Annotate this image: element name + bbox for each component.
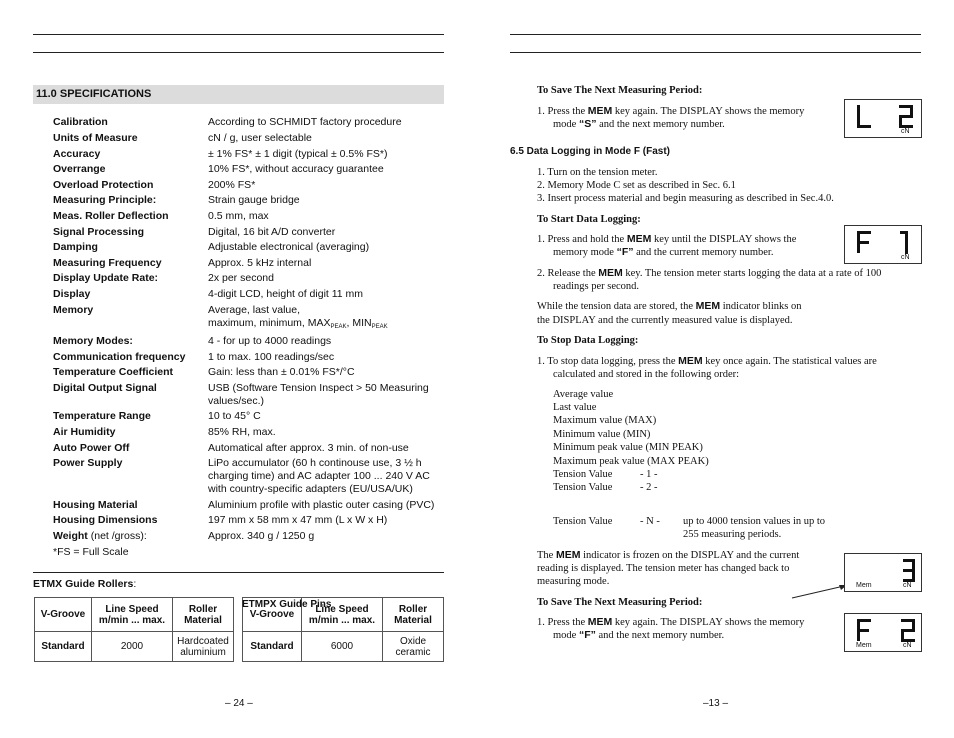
text: key again. The DISPLAY shows the memory <box>612 106 805 117</box>
spec-label-text: Air Humidity <box>53 426 116 438</box>
spec-label <box>53 366 203 379</box>
spec-value-line: 197 mm x 58 mm x 47 mm (L x W x H) <box>208 514 388 526</box>
spec-value-line: Adjustable electronical (averaging) <box>208 241 370 253</box>
lcd-segment <box>857 125 871 128</box>
specs-divider <box>33 572 444 573</box>
tension-value-n-index: - N - <box>640 516 660 527</box>
spec-value-line: 10 to 45° C <box>208 410 261 422</box>
step-65-1: 1. Turn on the tension meter. <box>537 167 658 178</box>
spec-label <box>53 257 203 270</box>
tension-value-label: Tension Value <box>553 482 613 493</box>
spec-label-text: Overload Protection <box>53 179 154 191</box>
spec-value-line: 200% FS* <box>208 179 256 191</box>
spec-value <box>208 366 448 379</box>
spec-value-line: with country-specific adapters (EU/USA/UK) <box>208 483 413 495</box>
spec-label-text: Overrange <box>53 163 106 175</box>
save-next-title-2: To Save The Next Measuring Period: <box>537 597 703 608</box>
tension-value-n-desc: up to 4000 tension values in up to <box>683 516 826 527</box>
section-title: 11.0 SPECIFICATIONS <box>36 88 152 100</box>
lcd-display-f1 <box>844 225 922 264</box>
spec-label <box>53 210 203 223</box>
header-rule-top-right <box>510 34 921 35</box>
lcd-segment <box>857 629 869 632</box>
lcd-segment <box>905 231 908 254</box>
spec-label-text: Weight <box>53 530 88 542</box>
spec-label <box>53 351 203 364</box>
spec-value <box>208 257 448 270</box>
etmpx-header-material: Roller Material <box>383 598 444 632</box>
start-step-2 <box>537 267 917 293</box>
tension-value-label: Tension Value <box>553 469 613 480</box>
text: 1. Press and hold the <box>537 234 627 245</box>
tension-value-n-desc: 255 measuring periods. <box>683 529 782 540</box>
values-list-item: Minimum peak value (MIN PEAK) <box>553 442 703 453</box>
header-rule-top-left <box>33 34 444 35</box>
spec-value-line: Aluminium profile with plastic outer casing (PVC) <box>208 499 435 511</box>
spec-value <box>208 132 448 145</box>
tension-value-index: - 2 - <box>640 482 658 493</box>
text: calculated and stored in the following order: <box>553 369 740 380</box>
spec-label-text: Temperature Coefficient <box>53 366 173 378</box>
spec-label <box>53 499 203 512</box>
stop-step-1 <box>537 355 917 381</box>
mode-s: “S” <box>578 118 597 130</box>
spec-value <box>208 288 448 301</box>
save-next-item-1 <box>537 105 837 131</box>
etmpx-cell-linespeed: 6000 <box>302 632 383 662</box>
spec-label <box>53 514 203 527</box>
spec-value-line: Strain gauge bridge <box>208 194 300 206</box>
spec-label-text: Signal Processing <box>53 226 145 238</box>
etmpx-header-vgroove: V-Groove <box>243 598 302 632</box>
spec-value <box>208 179 448 192</box>
spec-label <box>53 457 203 470</box>
spec-label <box>53 163 203 176</box>
spec-value-line: USB (Software Tension Inspect > 50 Measuring <box>208 382 429 394</box>
subscript: PEAK <box>371 324 388 330</box>
arrow-icon <box>790 581 850 601</box>
spec-label <box>53 226 203 239</box>
spec-value-line: 2x per second <box>208 272 274 284</box>
spec-value-line: 10% FS*, without accuracy guarantee <box>208 163 384 175</box>
text: mode <box>553 630 579 641</box>
etmx-title-colon: : <box>133 578 137 590</box>
text: measuring mode. <box>537 576 610 587</box>
etmpx-title: ETMPX Guide Pins <box>242 599 332 610</box>
section-65-title: 6.5 Data Logging in Mode F (Fast) <box>510 146 670 157</box>
lcd-display-l2 <box>844 99 922 138</box>
subscript: PEAK <box>330 324 347 330</box>
text: memory mode <box>553 247 617 258</box>
spec-label-text: Auto Power Off <box>53 442 130 454</box>
step-65-3: 3. Insert process material and begin measuring as described in Sec.4.0. <box>537 193 834 204</box>
mem-key: MEM <box>626 233 652 245</box>
spec-label-text: Calibration <box>53 116 108 128</box>
lcd-mem-indicator: Mem <box>856 582 872 589</box>
spec-value-line: 85% RH, max. <box>208 426 276 438</box>
spec-value <box>208 442 448 455</box>
spec-label-text: Measuring Frequency <box>53 257 162 269</box>
spec-label <box>53 335 203 348</box>
spec-label <box>53 132 203 145</box>
header-rule-bottom-left <box>33 52 444 53</box>
lcd-segment <box>857 619 871 622</box>
save-next-item-2 <box>537 616 837 642</box>
spec-value <box>208 241 448 254</box>
spec-value-line: Gain: less than ± 0.01% FS*/°C <box>208 366 355 378</box>
values-list-item: Minimum value (MIN) <box>553 429 651 440</box>
spec-value <box>208 148 448 161</box>
footnote: *FS = Full Scale <box>53 546 129 558</box>
spec-value <box>208 514 448 527</box>
mode-f: “F” <box>616 246 634 258</box>
text: indicator blinks on <box>720 301 802 312</box>
lcd-segment <box>857 105 860 127</box>
spec-value <box>208 304 448 334</box>
right-page-number: –13 – <box>703 698 729 709</box>
values-list-item: Average value <box>553 389 614 400</box>
mem-key: MEM <box>678 355 703 367</box>
lcd-segment <box>857 231 871 234</box>
text: 1. Press the <box>537 106 588 117</box>
etmpx-cell-vgroove: Standard <box>243 632 302 662</box>
text: reading is displayed. The tension meter has changed back to <box>537 563 790 574</box>
etmx-header-material: Roller Material <box>173 598 234 632</box>
spec-value <box>208 116 448 129</box>
text: indicator is frozen on the DISPLAY and the current <box>580 550 800 561</box>
etmx-cell-vgroove: Standard <box>35 632 92 662</box>
step-65-2: 2. Memory Mode C set as described in Sec. 6.1 <box>537 180 736 191</box>
spec-value <box>208 272 448 285</box>
spec-value <box>208 351 448 364</box>
spec-label <box>53 304 203 317</box>
save-next-title-1: To Save The Next Measuring Period: <box>537 85 703 96</box>
spec-label-text: Temperature Range <box>53 410 151 422</box>
start-step-1 <box>537 233 837 259</box>
text: and the next memory number. <box>595 630 725 641</box>
spec-label <box>53 530 203 543</box>
etmx-header-vgroove: V-Groove <box>35 598 92 632</box>
spec-label <box>53 272 203 285</box>
spec-label-text: Memory Modes: <box>53 335 133 347</box>
left-page-number: – 24 – <box>225 698 253 709</box>
spec-value <box>208 226 448 239</box>
lcd-unit: cN <box>903 642 912 649</box>
text: The <box>537 550 556 561</box>
spec-label <box>53 442 203 455</box>
text: maximum, minimum, MAX <box>208 317 331 329</box>
lcd-unit: cN <box>901 128 910 135</box>
lcd-display-mem-3 <box>844 553 922 592</box>
text: While the tension data are stored, the <box>537 301 696 312</box>
spec-label <box>53 241 203 254</box>
spec-label-text: Accuracy <box>53 148 101 160</box>
text: and the current memory number. <box>633 247 774 258</box>
etmpx-cell-material: Oxide ceramic <box>383 632 444 662</box>
lcd-segment <box>900 231 906 234</box>
lcd-unit: cN <box>901 254 910 261</box>
etmx-table <box>34 597 234 662</box>
values-list-item: Maximum peak value (MAX PEAK) <box>553 456 709 467</box>
spec-label-text: Meas. Roller Deflection <box>53 210 169 222</box>
mem-key: MEM <box>598 267 623 279</box>
spec-label-text: Damping <box>53 241 98 253</box>
lcd-unit: cN <box>903 582 912 589</box>
spec-value <box>208 194 448 207</box>
spec-label <box>53 179 203 192</box>
spec-label <box>53 288 203 301</box>
etmx-title <box>33 578 136 590</box>
spec-value-line: 4 - for up to 4000 readings <box>208 335 332 347</box>
spec-value <box>208 426 448 439</box>
spec-label-text: Display Update Rate: <box>53 272 159 284</box>
spec-value-line: 0.5 mm, max <box>208 210 269 222</box>
text: key once again. The statistical values are <box>702 356 877 367</box>
spec-label <box>53 382 203 395</box>
section-title-bar <box>33 85 444 104</box>
spec-label-text: Measuring Principle: <box>53 194 157 206</box>
start-logging-title: To Start Data Logging: <box>537 214 641 225</box>
spec-value-line: Digital, 16 bit A/D converter <box>208 226 336 238</box>
mem-key: MEM <box>587 105 613 117</box>
lcd-mem-indicator: Mem <box>856 642 872 649</box>
spec-label-text: Display <box>53 288 91 300</box>
spec-label <box>53 116 203 129</box>
stop-logging-title: To Stop Data Logging: <box>537 335 639 346</box>
spec-value-line: 4-digit LCD, height of digit 11 mm <box>208 288 364 300</box>
spec-value <box>208 457 448 496</box>
mem-key: MEM <box>555 549 581 561</box>
spec-value <box>208 382 448 408</box>
text: key until the DISPLAY shows the <box>651 234 797 245</box>
tension-value-index: - 1 - <box>640 469 658 480</box>
lcd-segment <box>903 569 915 572</box>
etmx-title-text: ETMX Guide Rollers <box>33 578 134 590</box>
spec-value-line: cN / g, user selectable <box>208 132 312 144</box>
etmpx-header-linespeed: Line Speed m/min ... max. <box>302 598 383 632</box>
spec-label-text: Digital Output Signal <box>53 382 157 394</box>
text: key again. The DISPLAY shows the memory <box>612 617 805 628</box>
spec-value-line: According to SCHMIDT factory procedure <box>208 116 402 128</box>
spec-value <box>208 163 448 176</box>
values-list-item: Last value <box>553 402 597 413</box>
spec-label <box>53 410 203 423</box>
etmx-cell-linespeed: 2000 <box>92 632 173 662</box>
text: the DISPLAY and the currently measured value is displayed. <box>537 315 793 326</box>
text: , MIN <box>346 317 372 329</box>
spec-label-text: Housing Dimensions <box>53 514 158 526</box>
text: readings per second. <box>553 281 640 292</box>
spec-value-line: Average, last value, <box>208 304 301 316</box>
spec-value-line: LiPo accumulator (60 h continouse use, 3 ½ h <box>208 457 422 469</box>
spec-value <box>208 410 448 423</box>
spec-value <box>208 499 448 512</box>
spec-label <box>53 148 203 161</box>
spec-label-text: Communication frequency <box>53 351 186 363</box>
text: mode <box>553 119 579 130</box>
spec-value-line: Approx. 5 kHz internal <box>208 257 312 269</box>
spec-value-line: Automatical after approx. 3 min. of non-use <box>208 442 409 454</box>
spec-label-text: Units of Measure <box>53 132 138 144</box>
spec-value-line: ± 1% FS* ± 1 digit (typical ± 0.5% FS*) <box>208 148 388 160</box>
spec-value-line <box>208 317 448 334</box>
spec-label-text: Memory <box>53 304 94 316</box>
lcd-display-mem-f2 <box>844 613 922 652</box>
text: key. The tension meter starts logging the data at a rate of 100 <box>622 268 882 279</box>
mode-f: “F” <box>578 629 596 641</box>
spec-value <box>208 210 448 223</box>
lcd-segment <box>857 241 869 244</box>
spec-label-text: Power Supply <box>53 457 123 469</box>
spec-value <box>208 530 448 543</box>
while-stored-paragraph <box>537 300 917 326</box>
spec-label <box>53 426 203 439</box>
tension-value-n-label: Tension Value <box>553 516 613 527</box>
text: 2. Release the <box>537 268 599 279</box>
spec-value-line: values/sec.) <box>208 395 265 407</box>
spec-value-line: Approx. 340 g / 1250 g <box>208 530 315 542</box>
text: and the next memory number. <box>596 119 725 130</box>
spec-label-text: Housing Material <box>53 499 138 511</box>
text: 1. To stop data logging, press the <box>537 356 679 367</box>
text: 1. Press the <box>537 617 588 628</box>
etmx-header-linespeed: Line Speed m/min ... max. <box>92 598 173 632</box>
spec-label-suffix: (net /gross): <box>87 530 147 542</box>
spec-value-line: 1 to max. 100 readings/sec <box>208 351 335 363</box>
mem-key: MEM <box>587 616 613 628</box>
header-rule-bottom-right <box>510 52 921 53</box>
mem-key: MEM <box>695 300 721 312</box>
spec-value <box>208 335 448 348</box>
etmx-cell-material: Hardcoated aluminium <box>173 632 234 662</box>
spec-label <box>53 194 203 207</box>
spec-value-line: charging time) and AC adapter 100 ... 240 V AC <box>208 470 430 482</box>
values-list-item: Maximum value (MAX) <box>553 415 657 426</box>
